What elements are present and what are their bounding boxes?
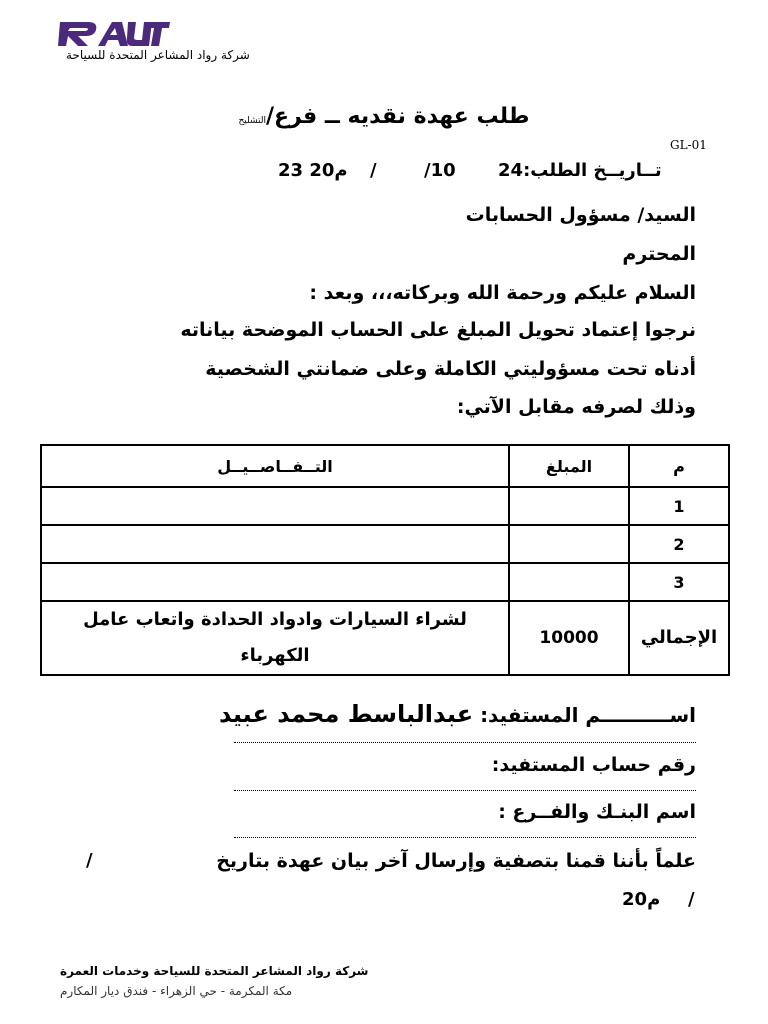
row-amount xyxy=(509,487,629,525)
account-label: رقم حساب المستفيد: xyxy=(491,754,696,776)
note-line-1: علماً بأننا قمنا بتصفية وإرسال آخر بيان عهدة بتاريخ xyxy=(216,850,696,872)
company-name-header: شركة رواد المشاعر المتحدة للسياحة xyxy=(66,48,250,62)
note-slash: / xyxy=(86,850,93,871)
header-index: م xyxy=(629,445,729,487)
total-amount: 10000 xyxy=(509,601,629,675)
total-details: لشراء السيارات وادواد الحدادة واتعاب عامل الكهرباء xyxy=(41,601,509,675)
date-month: /10 xyxy=(424,160,456,181)
date-label: تــاريــخ الطلب:24 xyxy=(498,160,662,181)
row-amount xyxy=(509,563,629,601)
date-year: 23 20م xyxy=(278,160,348,181)
total-label: الإجمالي xyxy=(629,601,729,675)
title-text: طلب عهدة نقديه ــ فرع/ xyxy=(266,104,530,129)
beneficiary-name-row xyxy=(219,700,696,728)
header-amount: المبلغ xyxy=(509,445,629,487)
body-line-3: وذلك لصرفه مقابل الآتي: xyxy=(456,396,696,418)
account-dotted-line xyxy=(234,790,696,791)
honorific: المحترم xyxy=(622,243,696,265)
details-table xyxy=(40,444,730,676)
bank-dotted-line xyxy=(234,837,696,838)
table-row xyxy=(41,563,729,601)
note-line-2-year: 20م xyxy=(622,889,661,910)
row-details xyxy=(41,525,509,563)
addressee: السيد/ مسؤول الحسابات xyxy=(465,204,696,226)
header-details: التــفــاصــيــل xyxy=(41,445,509,487)
table-total-row xyxy=(41,601,729,675)
row-index: 2 xyxy=(629,525,729,563)
date-slash: / xyxy=(370,160,377,181)
note-line-2-slash: / xyxy=(688,889,695,910)
footer-address: مكة المكرمة - حي الزهراء - فندق ديار المكارم xyxy=(60,984,293,998)
body-line-1: نرجوا إعتماد تحويل المبلغ على الحساب الموضحة بياناته xyxy=(180,319,696,341)
beneficiary-name-value: عبدالباسط محمد عبيد xyxy=(219,700,474,728)
body-line-2: أدناه تحت مسؤوليتي الكاملة وعلى ضمانتي الشخصية xyxy=(205,358,696,380)
greeting: السلام عليكم ورحمة الله وبركاته،،، وبعد : xyxy=(309,282,696,304)
table-header-row xyxy=(41,445,729,487)
form-code: GL-01 xyxy=(670,138,707,152)
name-dotted-line xyxy=(234,742,696,743)
bank-label: اسم البنـك والفــرع : xyxy=(498,801,696,823)
row-details xyxy=(41,563,509,601)
document-title xyxy=(0,104,768,129)
row-index: 3 xyxy=(629,563,729,601)
row-index: 1 xyxy=(629,487,729,525)
footer-company: شركة رواد المشاعر المتحدة للسياحة وخدمات العمرة xyxy=(60,964,369,978)
table-row xyxy=(41,525,729,563)
title-branch-note: التشليح xyxy=(238,116,266,126)
beneficiary-name-label: اســــــــــم المستفيد: xyxy=(480,703,696,727)
row-amount xyxy=(509,525,629,563)
company-logo xyxy=(58,18,170,48)
row-details xyxy=(41,487,509,525)
table-row xyxy=(41,487,729,525)
